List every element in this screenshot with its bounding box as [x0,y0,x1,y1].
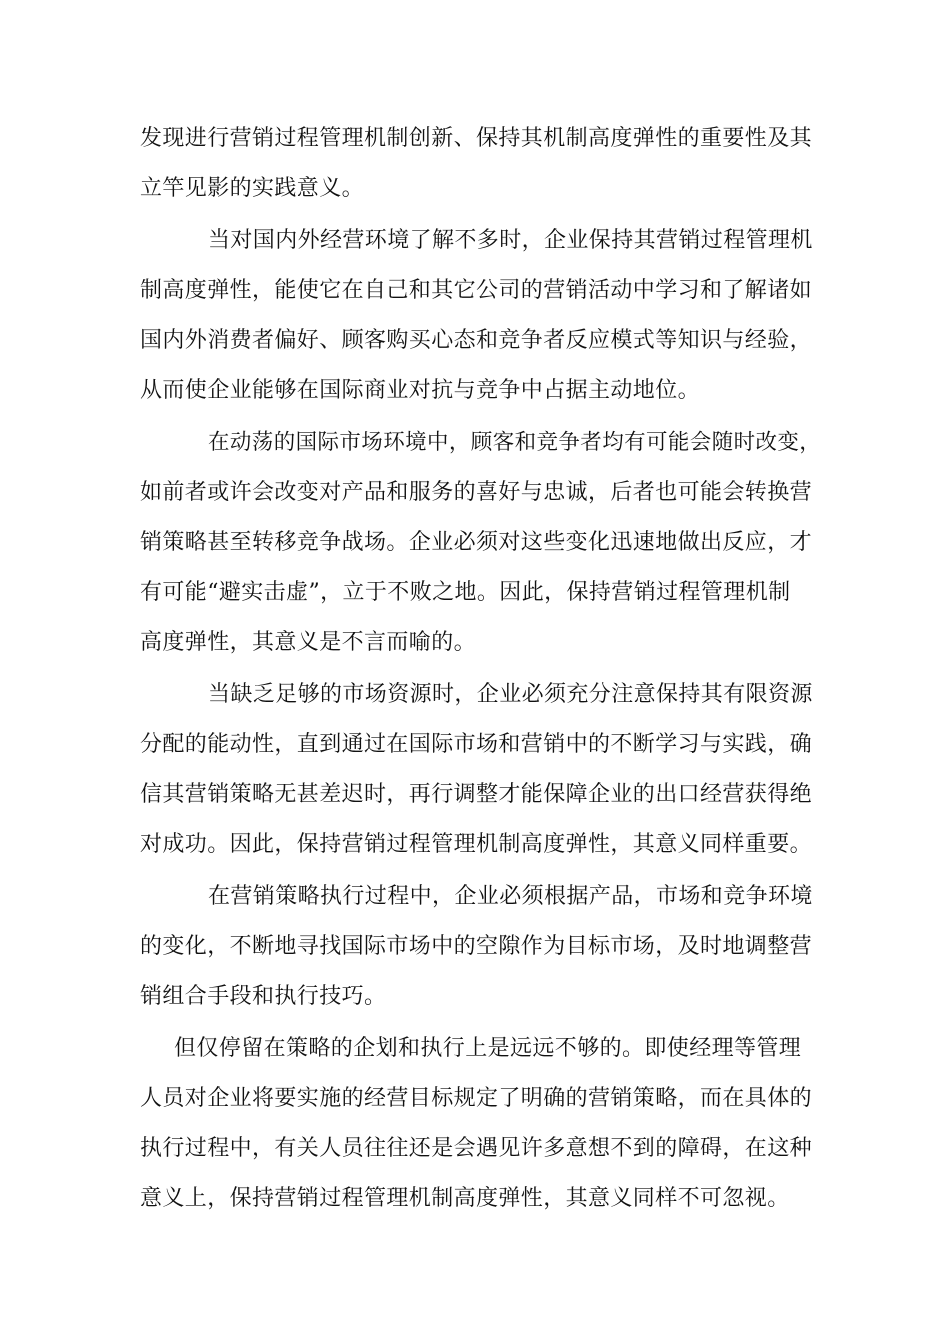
text-line: 的变化，不断地寻找国际市场中的空隙作为目标市场，及时地调整营 [140,934,813,959]
text-line: 有可能“避实击虚”，立于不败之地。因此，保持营销过程管理机制 [140,580,791,605]
text-line: 分配的能动性，直到通过在国际市场和营销中的不断学习与实践，确 [140,732,813,757]
text-line: 当缺乏足够的市场资源时，企业必须充分注意保持其有限资源 [208,682,813,707]
text-line: 在动荡的国际市场环境中，顾客和竞争者均有可能会随时改变， [208,430,822,455]
text-line: 但仅停留在策略的企划和执行上是远远不够的。即使经理等管理 [174,1036,802,1061]
text-line: 意义上，保持营销过程管理机制高度弹性，其意义同样不可忽视。 [140,1186,790,1211]
text-line: 销组合手段和执行技巧。 [140,984,387,1009]
text-line: 在营销策略执行过程中，企业必须根据产品，市场和竞争环境 [208,884,813,909]
text-line: 立竿见影的实践意义。 [140,176,365,201]
text-line: 销策略甚至转移竞争战场。企业必须对这些变化迅速地做出反应，才 [140,530,813,555]
text-line: 当对国内外经营环境了解不多时，企业保持其营销过程管理机 [208,228,813,253]
text-line: 国内外消费者偏好、顾客购买心态和竞争者反应模式等知识与经验， [140,328,813,353]
text-line: 信其营销策略无甚差迟时，再行调整才能保障企业的出口经营获得绝 [140,782,813,807]
text-line: 人员对企业将要实施的经营目标规定了明确的营销策略，而在具体的 [140,1086,813,1111]
text-line: 对成功。因此，保持营销过程管理机制高度弹性，其意义同样重要。 [140,832,813,857]
text-line: 制高度弹性，能使它在自己和其它公司的营销活动中学习和了解诸如 [140,278,813,303]
text-line: 如前者或许会改变对产品和服务的喜好与忠诚，后者也可能会转换营 [140,480,813,505]
text-line: 发现进行营销过程管理机制创新、保持其机制高度弹性的重要性及其 [140,126,813,151]
text-line: 从而使企业能够在国际商业对抗与竞争中占据主动地位。 [140,378,701,403]
text-line: 高度弹性，其意义是不言而喻的。 [140,630,477,655]
text-line: 执行过程中，有关人员往往还是会遇见许多意想不到的障碍，在这种 [140,1136,813,1161]
